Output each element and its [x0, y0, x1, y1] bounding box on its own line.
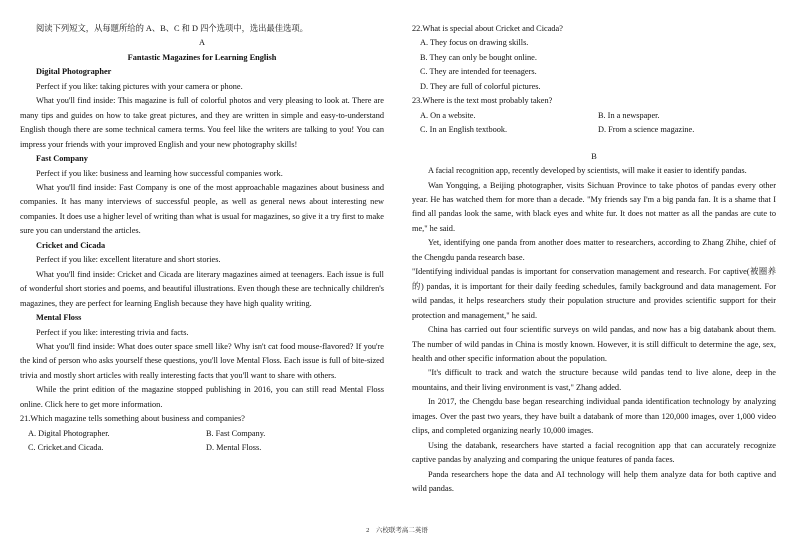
passage-paragraph: "Identifying individual pandas is important for conservation management and research. For captive(被圈养的) pandas, it is important for their daily feeding schedules, family background and data management. For wild pandas, it helps researchers study their population structure and provides scientific support for their protection and management," he said.	[412, 267, 776, 320]
spacer	[412, 138, 776, 150]
option-d[interactable]: D. Mental Floss.	[206, 443, 262, 453]
option-a[interactable]: A. On a website.	[420, 110, 476, 120]
question-21-options	[20, 427, 384, 456]
right-column	[412, 22, 776, 497]
question-21-stem: 21.Which magazine tells something about business and companies?	[20, 414, 245, 424]
magazine-inside: What you'll find inside: Fast Company is one of the most approachable magazines about business and companies. It has many interviews of successful people, as well as general news about interesting new companies. It does use a higher level of writing than what is usual for magazines, so give it a try first to make sure you can understand the articles.	[20, 182, 384, 236]
question-23-stem: 23.Where is the text most probably taken?	[412, 96, 553, 106]
instruction: 阅读下列短文，从每题所给的 A、B、C 和 D 四个选项中，选出最佳选项。	[36, 24, 308, 33]
option-d[interactable]: D. From a science magazine.	[598, 125, 695, 135]
option-a[interactable]: A. Digital Photographer.	[28, 428, 110, 438]
passage-paragraph: Panda researchers hope the data and AI technology will help them analyze data for both captive and wild pandas.	[412, 469, 776, 494]
section-b-label: B	[591, 151, 597, 161]
magazine-inside: What you'll find inside: Cricket and Cicada are literary magazines aimed at teenagers. Each issue is full of wonderful short stories and poems, and beautiful illustrations. Even though these are technically children's magazines, they are perfect for learning English because they have high quality writing.	[20, 269, 384, 308]
passage-paragraph: A facial recognition app, recently developed by scientists, will make it easier to identify pandas.	[428, 166, 747, 176]
magazine-like: Perfect if you like: business and learning how successful companies work.	[36, 168, 283, 178]
magazine-like: Perfect if you like: interesting trivia and facts.	[36, 327, 189, 337]
magazine-inside: What you'll find inside: What does outer space smell like? Why isn't cat food mouse-flavored? If you're the kind of person who asks yourself these questions, you'll love Mental Floss. Each issue is full of bite-sized trivia and mostly short articles with really interesting facts that you'll want to share with others.	[20, 341, 384, 380]
option-b[interactable]: B. They can only be bought online.	[420, 52, 537, 62]
passage-paragraph: "It's difficult to track and watch the structure because wild pandas tend to live alone, deep in the mountains, and their living environment is vast," Zhang added.	[412, 368, 776, 392]
question-22-stem: 22.What is special about Cricket and Cicada?	[412, 24, 563, 33]
passage-paragraph: Yet, identifying one panda from another does matter to researchers, according to Zhang Zhihe, chief of the Chengdu panda research base.	[412, 238, 776, 262]
magazine-name: Mental Floss	[36, 313, 82, 323]
magazine-name: Fast Company	[36, 154, 88, 164]
magazine-extra: While the print edition of the magazine stopped publishing in 2016, you can still read Mental Floss online. Click here to get more information.	[20, 385, 384, 409]
option-c[interactable]: C. Cricket.and Cicada.	[28, 443, 104, 453]
option-c[interactable]: C. In an English textbook.	[420, 125, 508, 135]
magazine-name: Cricket and Cicada	[36, 240, 106, 250]
magazine-name: Digital Photographer	[36, 67, 112, 77]
passage-paragraph: Using the databank, researchers have started a facial recognition app that can accurately recognize captive pandas by analyzing and comparing the unique features of panda faces.	[412, 440, 776, 465]
magazine-like: Perfect if you like: taking pictures with your camera or phone.	[36, 81, 243, 91]
option-c[interactable]: C. They are intended for teenagers.	[420, 67, 537, 77]
page-footer: 2 六校联考高二英语	[366, 527, 428, 534]
passage-title: Fantastic Magazines for Learning English	[127, 52, 277, 62]
option-a[interactable]: A. They focus on drawing skills.	[420, 38, 529, 48]
passage-paragraph: In 2017, the Chengdu base began researching individual panda identification technology by analyzing images. Over the past two years, they have built a databank of more than 120,000 images, over 1,000 video clips, and completed organizing nearly 10,000 images.	[412, 397, 776, 436]
magazine-inside: What you'll find inside: This magazine is full of colorful photos and very pleasing to look at. There are many tips and guides on how to take great pictures, and they are written in simple and easy-to-understand English though there are some technical camera terms. You feel like the writers are talking to you! You can impress your friends with your improved English and your new photography skills!	[20, 96, 384, 149]
passage-paragraph: Wan Yongqing, a Beijing photographer, visits Sichuan Province to take photos of pandas every other year. He has watched them for more than a decade. "My friends say I'm a big panda fan. It is a shame that I find all pandas look the same, with black eyes and white fur. It does not matter as all the pandas are cute to me," he said.	[412, 180, 776, 233]
section-a-label: A	[199, 38, 205, 48]
question-23-options	[412, 109, 776, 138]
magazine-like: Perfect if you like: excellent literature and short stories.	[36, 255, 221, 265]
left-column	[20, 22, 384, 456]
option-b[interactable]: B. Fast Company.	[206, 428, 266, 438]
passage-paragraph: China has carried out four scientific surveys on wild pandas, and now has a big databank about them. The number of wild pandas in China is mostly known. However, it is still difficult to determine the age, sex, health and other specific information about the population.	[412, 325, 776, 363]
option-d[interactable]: D. They are full of colorful pictures.	[420, 81, 541, 91]
option-b[interactable]: B. In a newspaper.	[598, 110, 660, 120]
